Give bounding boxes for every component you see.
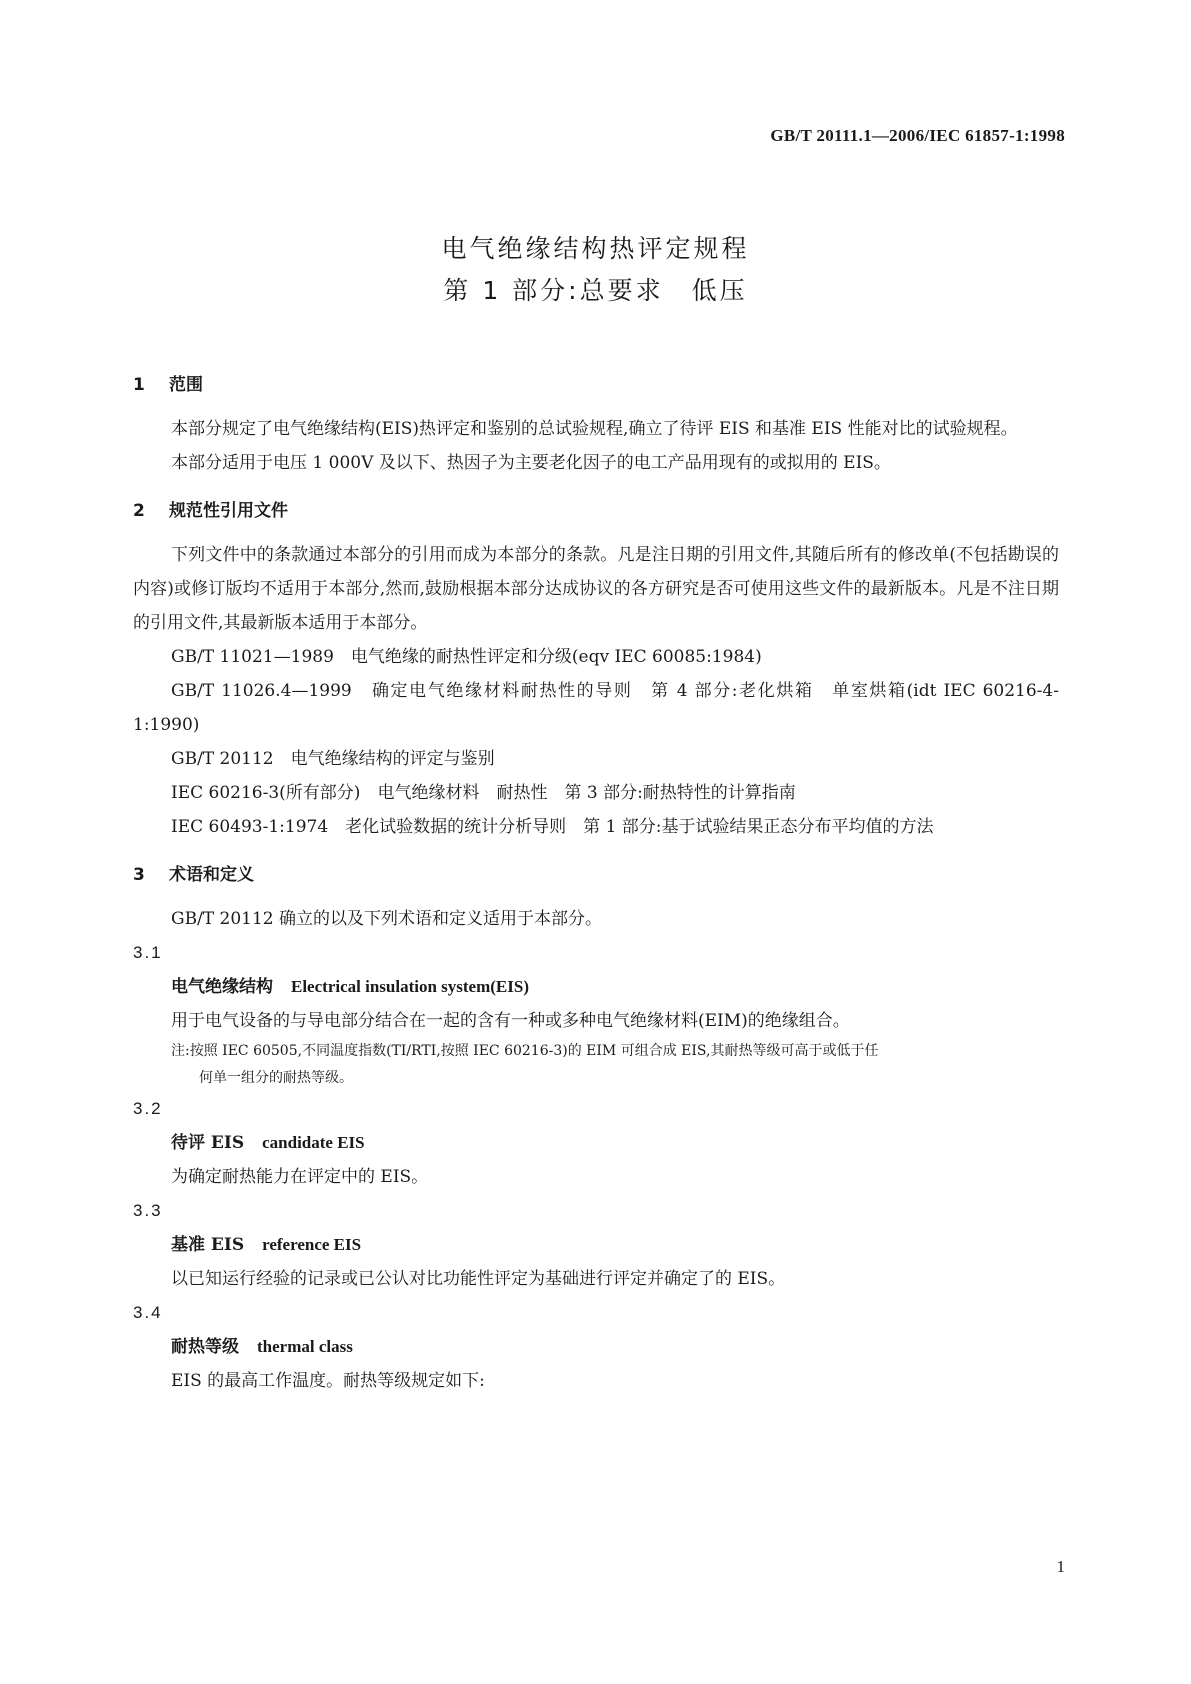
- term-definition: EIS 的最高工作温度。耐热等级规定如下:: [171, 1371, 485, 1391]
- term-number: 3.4: [133, 1303, 163, 1322]
- term-definition: 以已知运行经验的记录或已公认对比功能性评定为基础进行评定并确定了的 EIS。: [171, 1269, 786, 1289]
- term-number: 3.1: [133, 943, 163, 962]
- reference-item: GB/T 11021—1989 电气绝缘的耐热性评定和分级(eqv IEC 60085:1984): [171, 647, 762, 667]
- term-heading: [133, 1330, 1059, 1364]
- section-number: 3: [133, 865, 145, 885]
- section-heading-normative-references: [133, 494, 1059, 528]
- document-code: GB/T 20111.1—2006/IEC 61857-1:1998: [770, 126, 1065, 145]
- term-zh: 耐热等级: [171, 1337, 239, 1357]
- section-heading-scope: [133, 368, 1059, 402]
- term-heading: [133, 970, 1059, 1004]
- paragraph: 本部分规定了电气绝缘结构(EIS)热评定和鉴别的总试验规程,确立了待评 EIS 和基准 EIS 性能对比的试验规程。: [171, 419, 1018, 439]
- term-en: Electrical insulation system(EIS): [291, 977, 529, 996]
- term-heading: [133, 1126, 1059, 1160]
- paragraph: GB/T 20112 确立的以及下列术语和定义适用于本部分。: [171, 909, 603, 929]
- term-en: reference EIS: [262, 1235, 362, 1254]
- term-definition: 为确定耐热能力在评定中的 EIS。: [171, 1167, 429, 1187]
- section-title: 规范性引用文件: [169, 501, 288, 521]
- term-note-continued: 何单一组分的耐热等级。: [199, 1070, 353, 1086]
- term-en: candidate EIS: [262, 1133, 365, 1152]
- reference-item: IEC 60493-1:1974 老化试验数据的统计分析导则 第 1 部分:基于试验结果正态分布平均值的方法: [171, 817, 934, 837]
- reference-item: GB/T 20112 电气绝缘结构的评定与鉴别: [171, 749, 495, 769]
- section-title: 术语和定义: [169, 865, 254, 885]
- term-heading: [133, 1228, 1059, 1262]
- document-body: [133, 368, 1059, 1398]
- term-zh: 电气绝缘结构: [171, 977, 273, 997]
- document-subtitle: 第 1 部分:总要求 低压: [443, 276, 748, 305]
- reference-item: IEC 60216-3(所有部分) 电气绝缘材料 耐热性 第 3 部分:耐热特性的计算指南: [171, 783, 796, 803]
- term-en: thermal class: [257, 1337, 353, 1356]
- page-number: 1: [1056, 1557, 1065, 1576]
- term-zh: 待评 EIS: [171, 1133, 245, 1153]
- section-heading-terms-definitions: [133, 858, 1059, 892]
- section-number: 1: [133, 375, 145, 395]
- section-number: 2: [133, 501, 145, 521]
- paragraph: 下列文件中的条款通过本部分的引用而成为本部分的条款。凡是注日期的引用文件,其随后所有的修改单(不包括勘误的内容)或修订版均不适用于本部分,然而,鼓励根据本部分达成协议的各方研究是否可使用这些文件的最新版本。凡是不注日期的引用文件,其最新版本适用于本部分。: [133, 545, 1059, 633]
- term-note: 注:按照 IEC 60505,不同温度指数(TI/RTI,按照 IEC 60216-3)的 EIM 可组合成 EIS,其耐热等级可高于或低于任: [171, 1043, 879, 1059]
- term-zh: 基准 EIS: [171, 1235, 245, 1255]
- paragraph: 本部分适用于电压 1 000V 及以下、热因子为主要老化因子的电工产品用现有的或拟用的 EIS。: [171, 453, 891, 473]
- document-title: 电气绝缘结构热评定规程: [441, 234, 750, 263]
- term-number: 3.3: [133, 1201, 163, 1220]
- term-definition: 用于电气设备的与导电部分结合在一起的含有一种或多种电气绝缘材料(EIM)的绝缘组合。: [171, 1011, 850, 1031]
- reference-item: GB/T 11026.4—1999 确定电气绝缘材料耐热性的导则 第 4 部分:老化烘箱 单室烘箱(idt IEC 60216-4-1:1990): [133, 681, 1059, 735]
- section-title: 范围: [169, 375, 203, 395]
- term-number: 3.2: [133, 1099, 163, 1118]
